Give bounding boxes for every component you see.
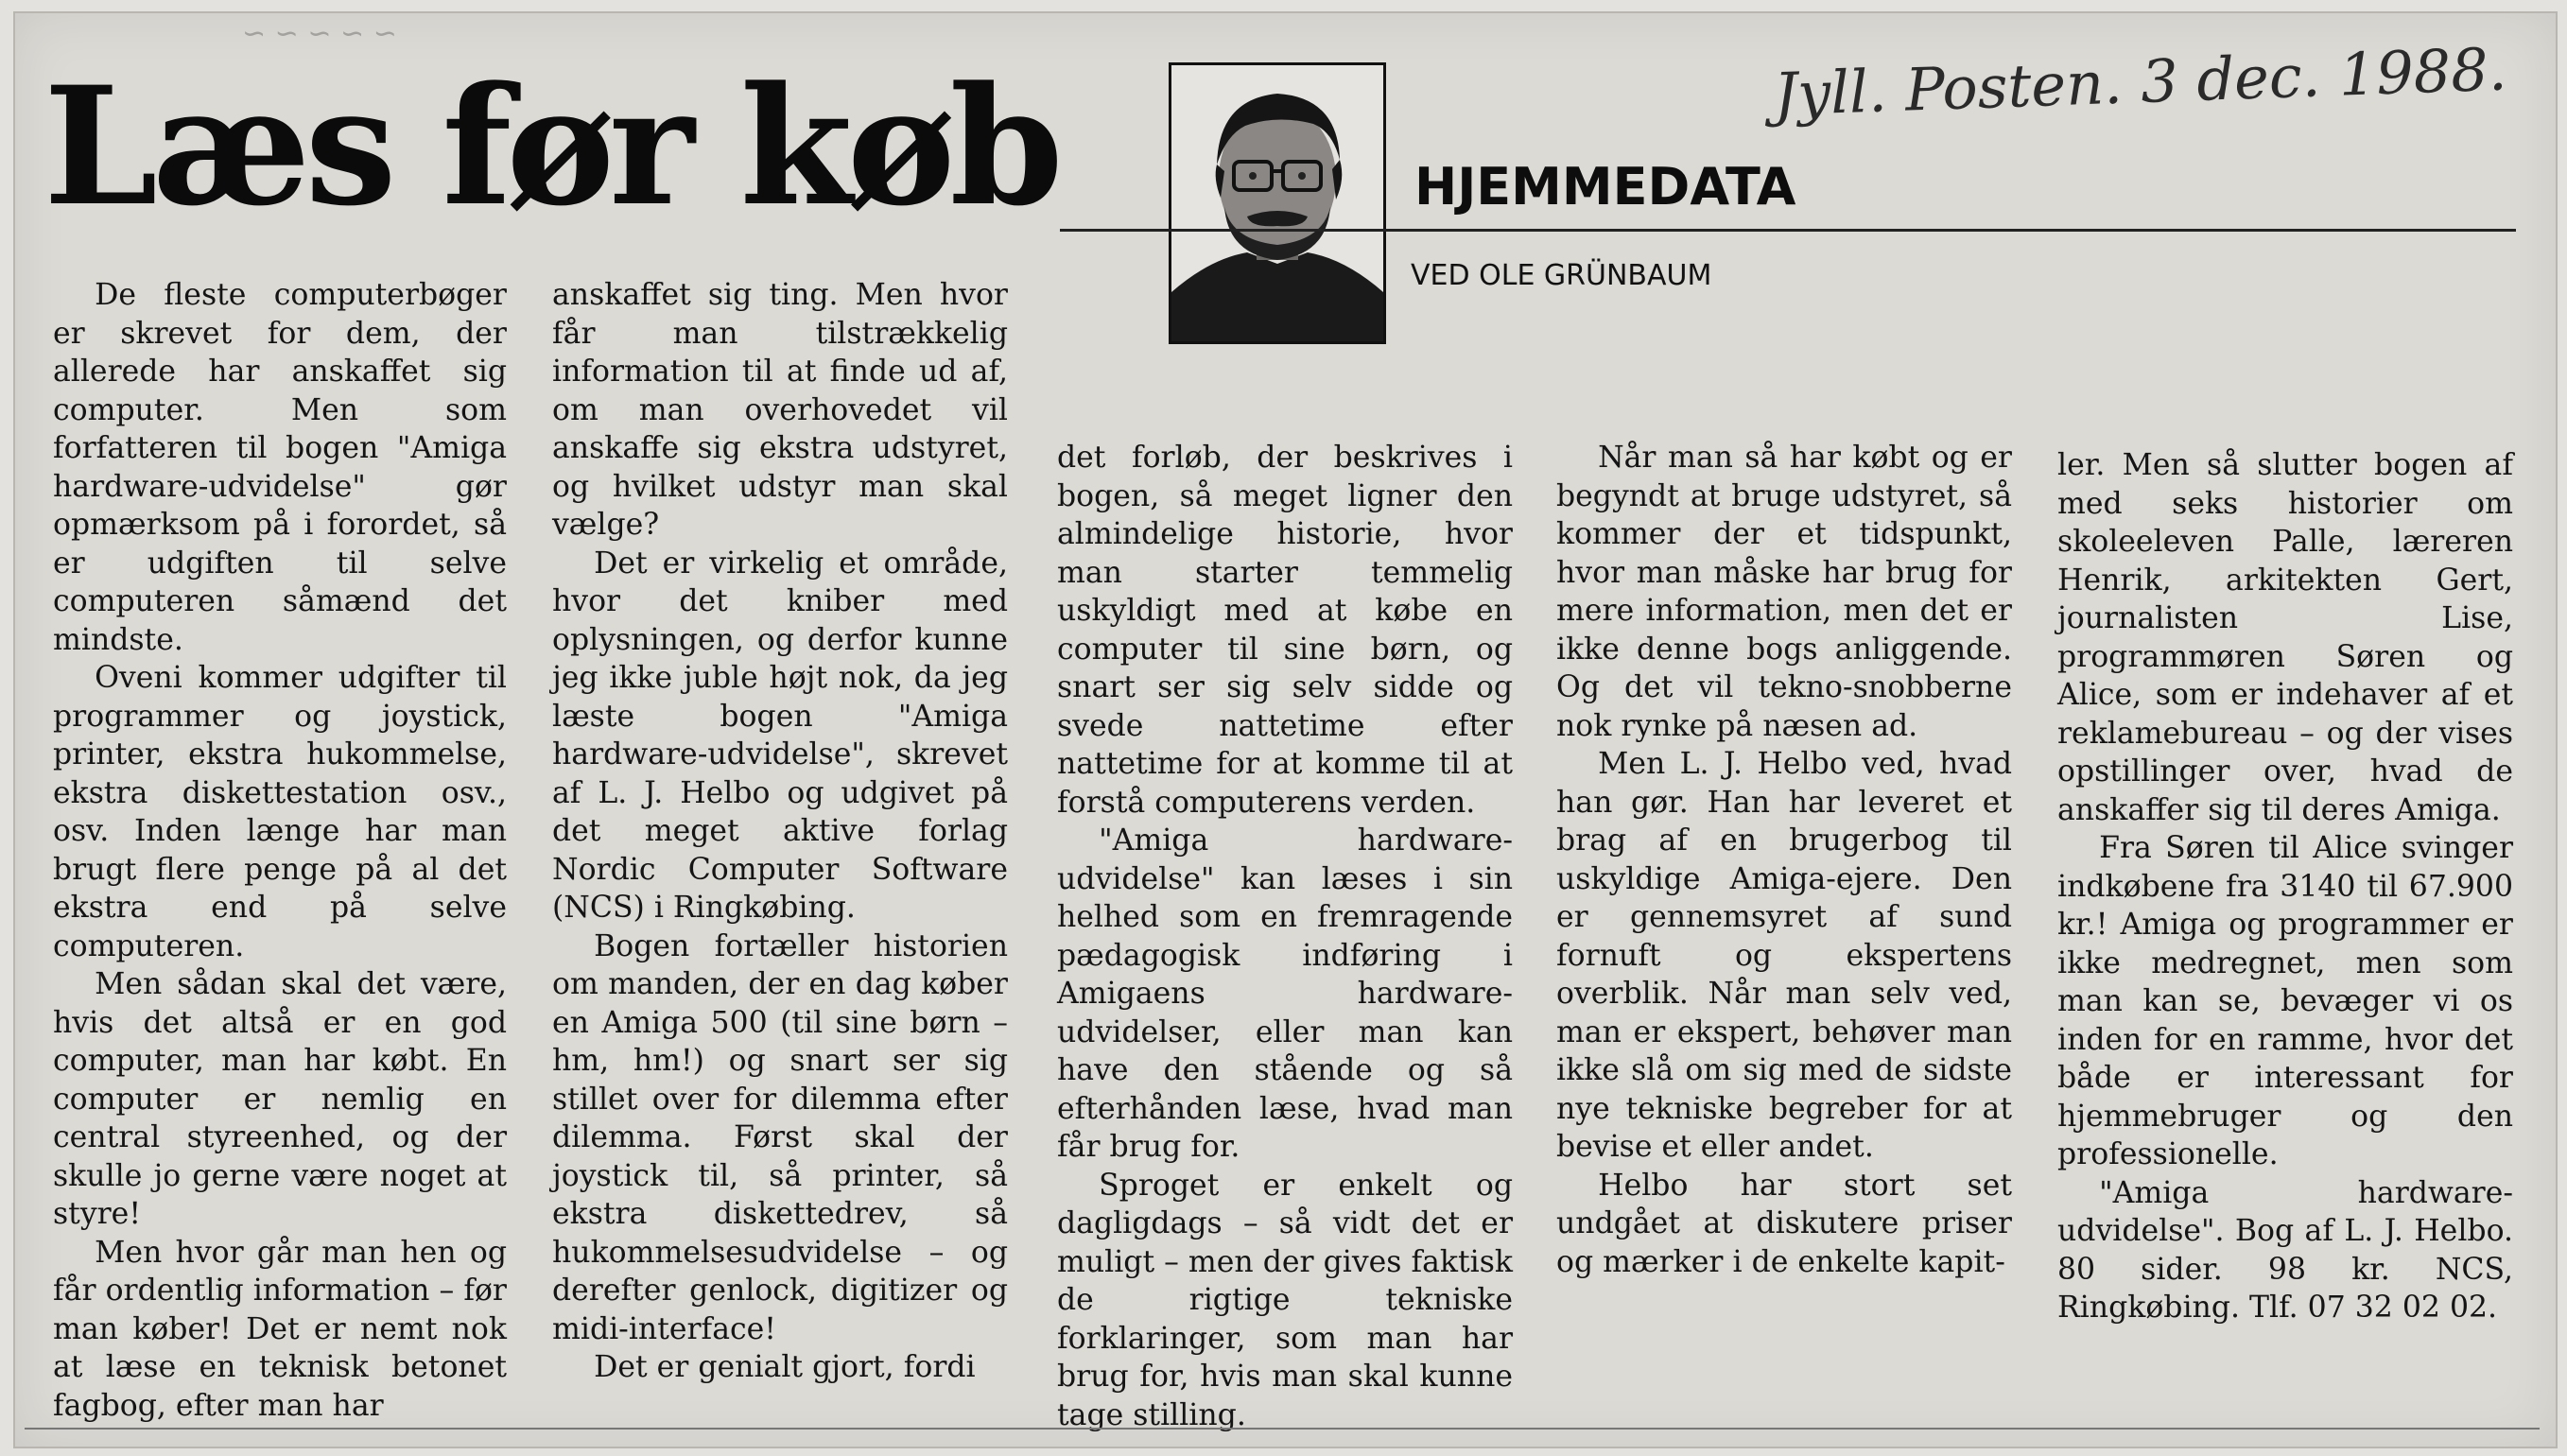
author-portrait <box>1169 62 1386 344</box>
paragraph: ler. Men så slutter bogen af med seks historier om skoleeleven Palle, læreren Henrik, arkitekten Gert, journalisten Lise, programmøren Søren og Alice, som er indehaver af et reklamebureau – og der vises opstillinger over, hvad de anskaffer sig til deres Amiga. <box>2057 448 2513 827</box>
article-column-5 <box>2057 446 2513 1327</box>
article-column-1 <box>53 276 507 1425</box>
bleed-through-text: ~ ~ ~ ~ ~ <box>242 17 397 50</box>
paragraph: Sproget er enkelt og dagligdags – så vidt det er muligt – men der gives faktisk de rigtige tekniske forklaringer, som man har brug for, hvis man skal kunne tage stilling. <box>1057 1168 1513 1432</box>
paragraph: det forløb, der beskrives i bogen, så meget ligner den almindelige historie, hvor man starter temmelig uskyldigt med at købe en computer til sine børn, og snart ser sig selv sidde og svede nattetime efter nattetime for at komme til at forstå computerens verden. <box>1057 441 1513 820</box>
paragraph: Når man så har købt og er begyndt at bruge udstyret, så kommer der et tidspunkt, hvor man måske har brug for mere information, men det er ikke denne bogs anliggende. Og det vil tekno-snobberne nok rynke på næsen ad. <box>1556 441 2012 743</box>
paragraph: anskaffet sig ting. Men hvor får man tilstrækkelig information til at finde ud af, om man overhovedet vil anskaffe sig ekstra udstyret, og hvilket udstyr man skal vælge? <box>552 278 1008 542</box>
author-portrait-image <box>1171 65 1383 341</box>
newspaper-clipping <box>13 11 2558 1448</box>
paragraph: Men sådan skal det være, hvis det altså er en god computer, man har købt. En computer er nemlig en central styreenhed, og der skulle jo gerne være noget at styre! <box>53 967 507 1231</box>
paragraph: Bogen fortæller historien om manden, der en dag køber en Amiga 500 (til sine børn – hm, hm!) og snart ser sig stillet over for dilemma efter dilemma. Først skal der joystick til, så printer, så ekstra diskettedrev, så hukommelsesudvidelse – og derefter genlock, digitizer og midi-interface! <box>552 928 1008 1346</box>
paragraph: Fra Søren til Alice svinger indkøbene fra 3140 til 67.900 kr.! Amiga og programmer er ikke medregnet, men som man kan se, bevæger vi os inden for en ramme, hvor det både er interessant for hjemmebruger og den professionelle. <box>2057 831 2513 1171</box>
paragraph: Men L. J. Helbo ved, hvad han gør. Han har leveret et brag af en brugerbog til uskyldige Amiga-ejere. Den er gennemsyret af sund fornuft og ekspertens overblik. Når man selv ved, man er ekspert, behøver man ikke slå om sig med de sidste nye tekniske begreber for at bevise et eller andet. <box>1556 747 2012 1164</box>
article-headline: Læs før køb <box>43 50 1058 242</box>
header-rule <box>1060 229 2516 232</box>
paragraph: Det er virkelig et område, hvor det kniber med oplysningen, og derfor kunne jeg ikke juble højt nok, da jeg læste bogen "Amiga hardware-udvidelse", skrevet af L. J. Helbo og udgivet på det meget aktive forlag Nordic Computer Software (NCS) i Ringkøbing. <box>552 546 1008 925</box>
bottom-rule <box>25 1428 2540 1430</box>
article-column-4 <box>1556 439 2012 1281</box>
book-info-paragraph: "Amiga hardware-udvidelse". Bog af L. J. Helbo. 80 sider. 98 kr. NCS, Ringkøbing. Tlf. 07 32 02 02. <box>2057 1175 2513 1325</box>
section-title: HJEMMEDATA <box>1414 157 1796 217</box>
handwritten-date-note: Jyll. Posten. 3 dec. 1988. <box>1772 34 2508 130</box>
paragraph: Det er genialt gjort, fordi <box>594 1350 976 1384</box>
paragraph: Men hvor går man hen og får ordentlig information – før man køber! Det er nemt nok at læse en teknisk betonet fagbog, efter man har <box>53 1235 507 1423</box>
article-column-3 <box>1057 439 1513 1434</box>
author-byline: VED OLE GRÜNBAUM <box>1411 259 1712 292</box>
article-column-2 <box>552 276 1008 1387</box>
paragraph: Helbo har stort set undgået at diskutere priser og mærker i de enkelte kapit- <box>1556 1168 2012 1279</box>
paragraph: De fleste computerbøger er skrevet for dem, der allerede har anskaffet sig computer. Men som forfatteren til bogen "Amiga hardware-udvidelse" gør opmærksom på i forordet, så er udgiften til selve computeren såmænd det mindste. <box>53 278 507 657</box>
paragraph: "Amiga hardware-udvidelse" kan læses i sin helhed som en fremragende pædagogisk indføring i Amigaens hardware-udvidelser, eller man kan have den stående og så efterhånden læse, hvad man får brug for. <box>1057 823 1513 1164</box>
paragraph: Oveni kommer udgifter til programmer og joystick, printer, ekstra hukommelse, ekstra diskettestation osv., osv. Inden længe har man brugt flere penge på al det ekstra end på selve computeren. <box>53 661 507 963</box>
